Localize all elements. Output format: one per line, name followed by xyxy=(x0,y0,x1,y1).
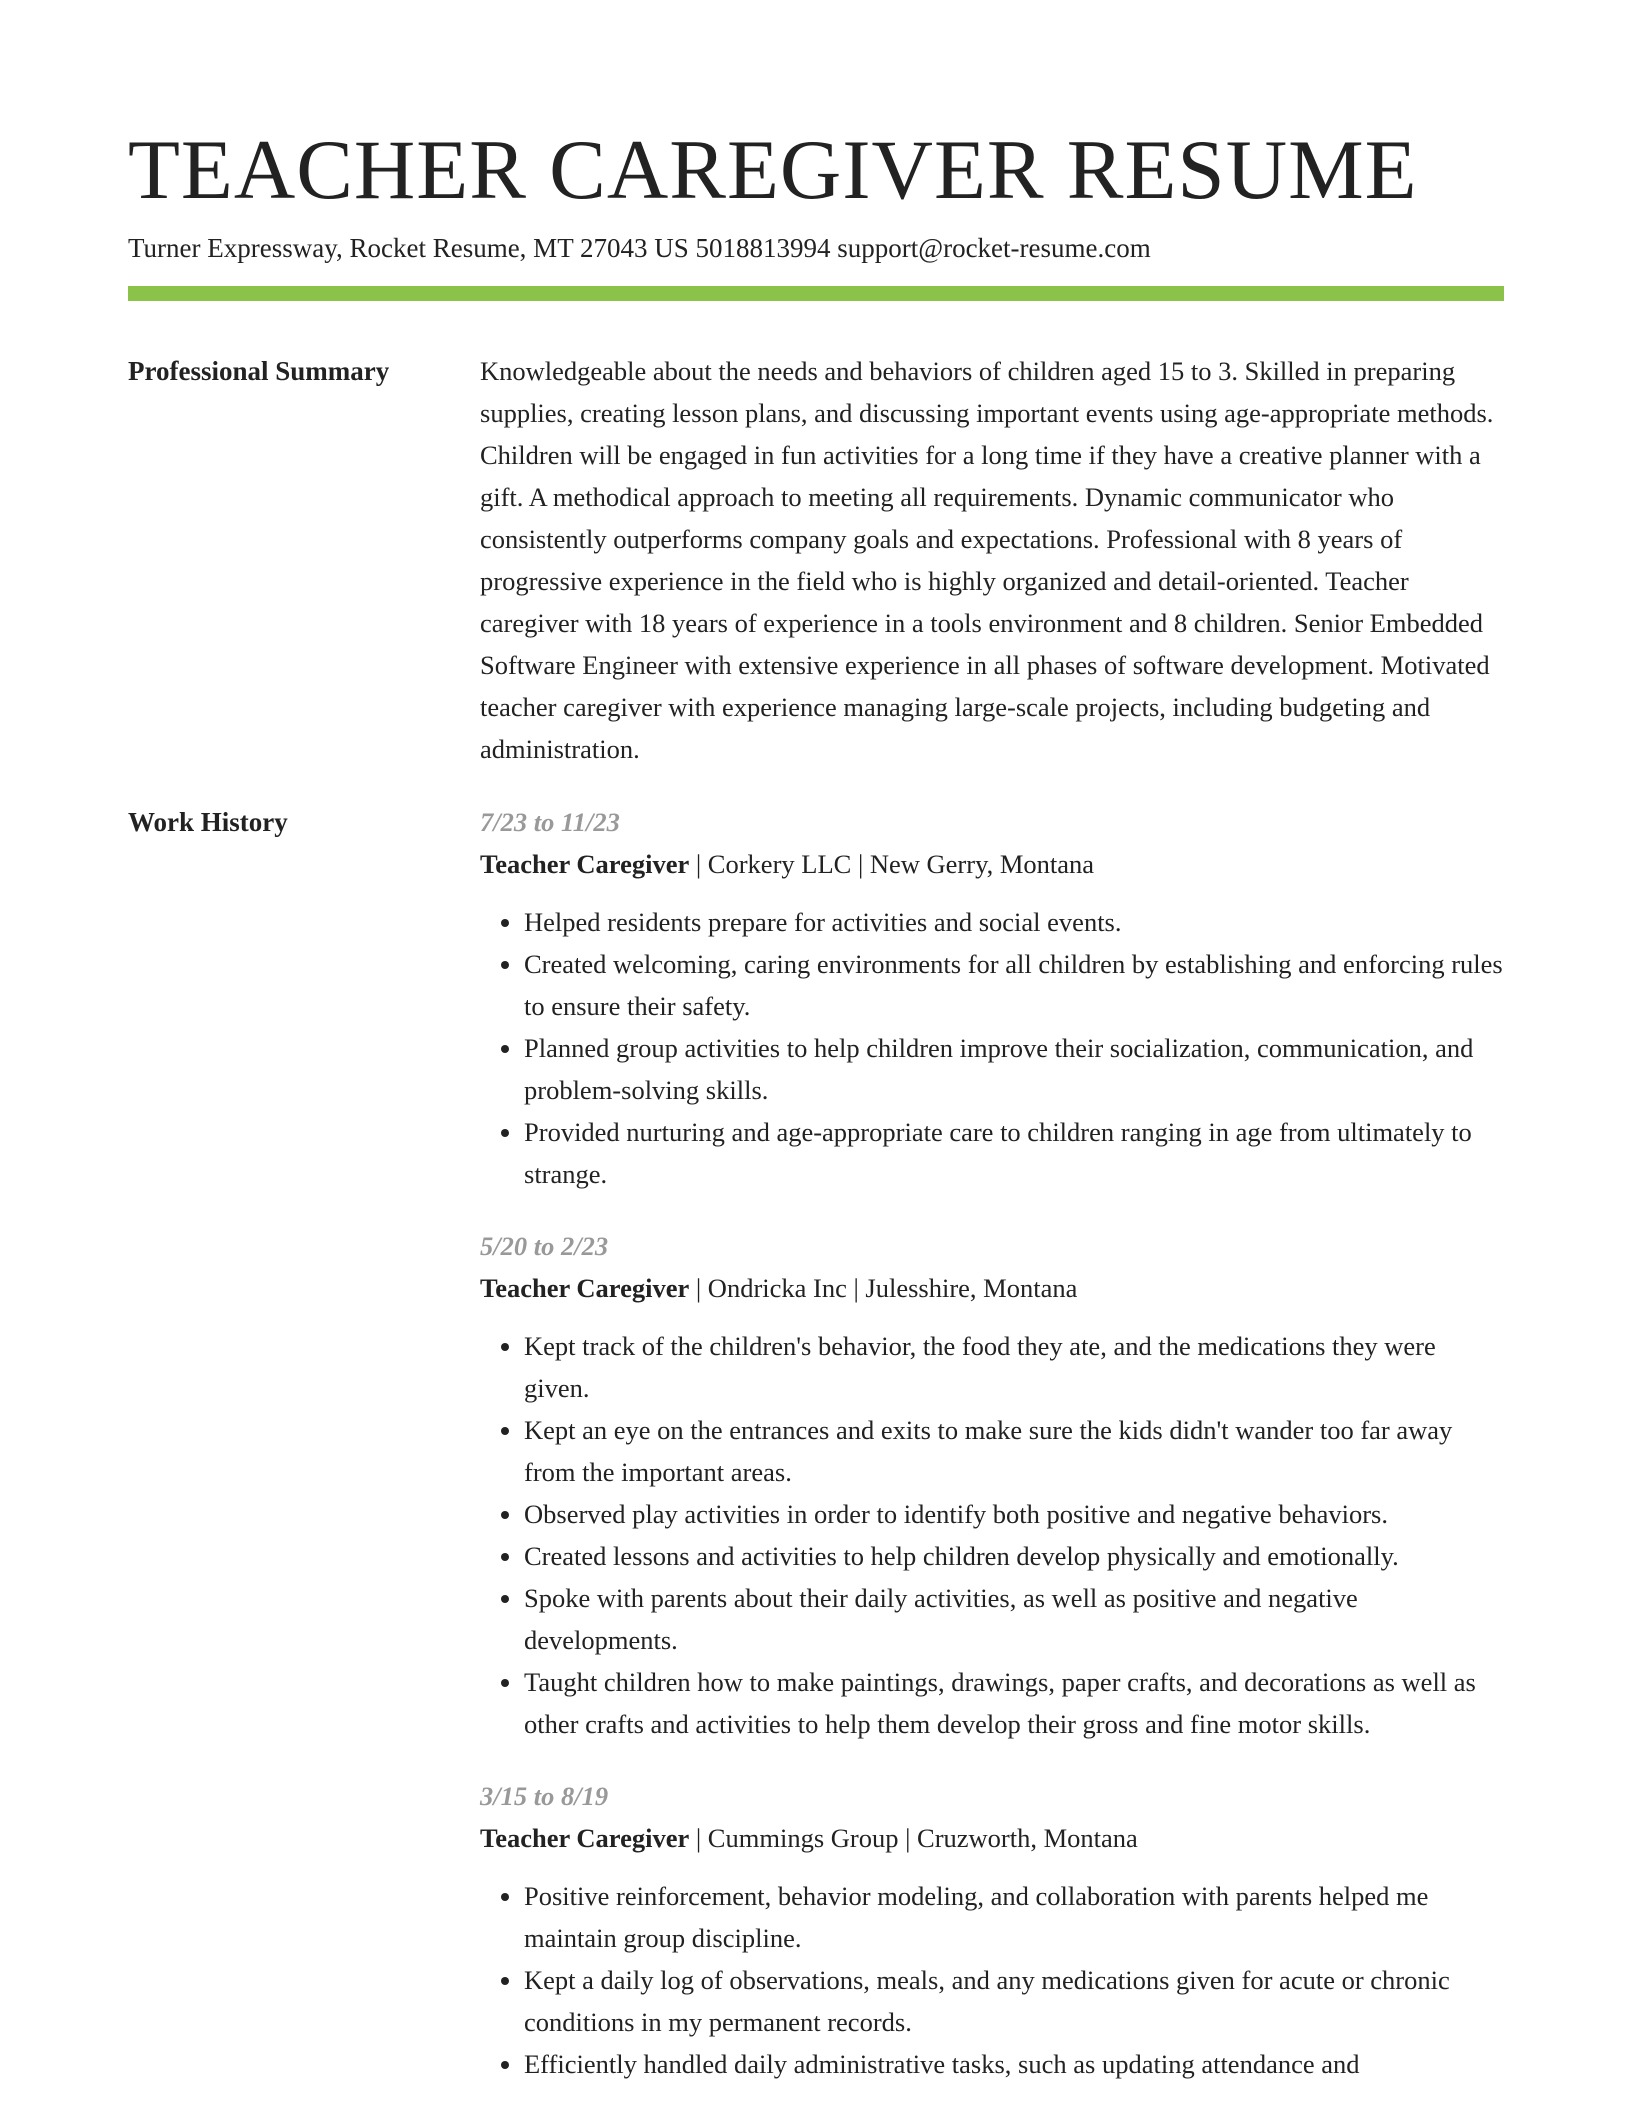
job-entry xyxy=(480,801,1504,1195)
job-bullet-item: • Created lessons and activities to help children develop physically and emotionally. xyxy=(524,1535,1504,1577)
job-title: Teacher Caregiver xyxy=(480,849,690,879)
job-bullet-item: • Provided nurturing and age-appropriate care to children ranging in age from ultimately to strange. xyxy=(524,1111,1504,1195)
job-bullet-item: • Planned group activities to help children improve their socialization, communication, and problem-solving skills. xyxy=(524,1027,1504,1111)
job-bullet-list xyxy=(480,1875,1504,2085)
job-bullet-item: • Spoke with parents about their daily activities, as well as positive and negative developments. xyxy=(524,1577,1504,1661)
section-label-summary: Professional Summary xyxy=(128,356,390,386)
job-company-location: | Ondricka Inc | Julesshire, Montana xyxy=(689,1273,1078,1303)
job-heading-line xyxy=(480,843,1504,885)
job-bullet-item: • Positive reinforcement, behavior modeling, and collaboration with parents helped me maintain group discipline. xyxy=(524,1875,1504,1959)
job-heading-line xyxy=(480,1817,1504,1859)
job-bullet-item: • Kept track of the children's behavior, the food they ate, and the medications they were given. xyxy=(524,1325,1504,1409)
job-bullet-item: • Kept an eye on the entrances and exits to make sure the kids didn't wander too far away from the important areas. xyxy=(524,1409,1504,1493)
job-bullet-item: • Observed play activities in order to identify both positive and negative behaviors. xyxy=(524,1493,1504,1535)
job-bullet-list xyxy=(480,1325,1504,1745)
summary-text: Knowledgeable about the needs and behaviors of children aged 15 to 3. Skilled in preparing supplies, creating lesson plans, and discussing important events using age-appropriate methods. Children will be engaged in fun activities for a long time if they have a creative planner with a gift. A methodical approach to meeting all requirements. Dynamic communicator who consistently outperforms company goals and expectations. Professional with 8 years of progressive experience in the field who is highly organized and detail-oriented. Teacher caregiver with 18 years of experience in a tools environment and 8 children. Senior Embedded Software Engineer with extensive experience in all phases of software development. Motivated teacher caregiver with experience managing large-scale projects, including budgeting and administration. xyxy=(480,356,1494,764)
job-title: Teacher Caregiver xyxy=(480,1823,690,1853)
accent-divider xyxy=(128,286,1504,301)
job-title: Teacher Caregiver xyxy=(480,1273,690,1303)
resume-title: TEACHER CAREGIVER RESUME xyxy=(128,123,1418,217)
job-bullet-item: • Taught children how to make paintings, drawings, paper crafts, and decorations as well as other crafts and activities to help them develop their gross and fine motor skills. xyxy=(524,1661,1504,1745)
job-company-location: | Corkery LLC | New Gerry, Montana xyxy=(689,849,1095,879)
section-label-work-history: Work History xyxy=(128,807,288,837)
job-dates: 3/15 to 8/19 xyxy=(480,1781,609,1811)
job-entry xyxy=(480,1775,1504,2085)
summary-body xyxy=(480,350,1504,770)
job-company-location: | Cummings Group | Cruzworth, Montana xyxy=(689,1823,1138,1853)
job-dates: 7/23 to 11/23 xyxy=(480,807,620,837)
job-entry xyxy=(480,1225,1504,1745)
job-bullet-item: • Helped residents prepare for activities and social events. xyxy=(524,901,1504,943)
job-dates: 5/20 to 2/23 xyxy=(480,1231,609,1261)
job-bullet-item: • Created welcoming, caring environments for all children by establishing and enforcing rules to ensure their safety. xyxy=(524,943,1504,1027)
job-bullet-item: • Kept a daily log of observations, meals, and any medications given for acute or chronic conditions in my permanent records. xyxy=(524,1959,1504,2043)
job-bullet-list xyxy=(480,901,1504,1195)
work-history-body xyxy=(480,801,1504,2115)
job-heading-line xyxy=(480,1267,1504,1309)
job-bullet-item: • Efficiently handled daily administrative tasks, such as updating attendance and xyxy=(524,2043,1504,2085)
contact-line: Turner Expressway, Rocket Resume, MT 27043 US 5018813994 support@rocket-resume.com xyxy=(128,233,1151,263)
